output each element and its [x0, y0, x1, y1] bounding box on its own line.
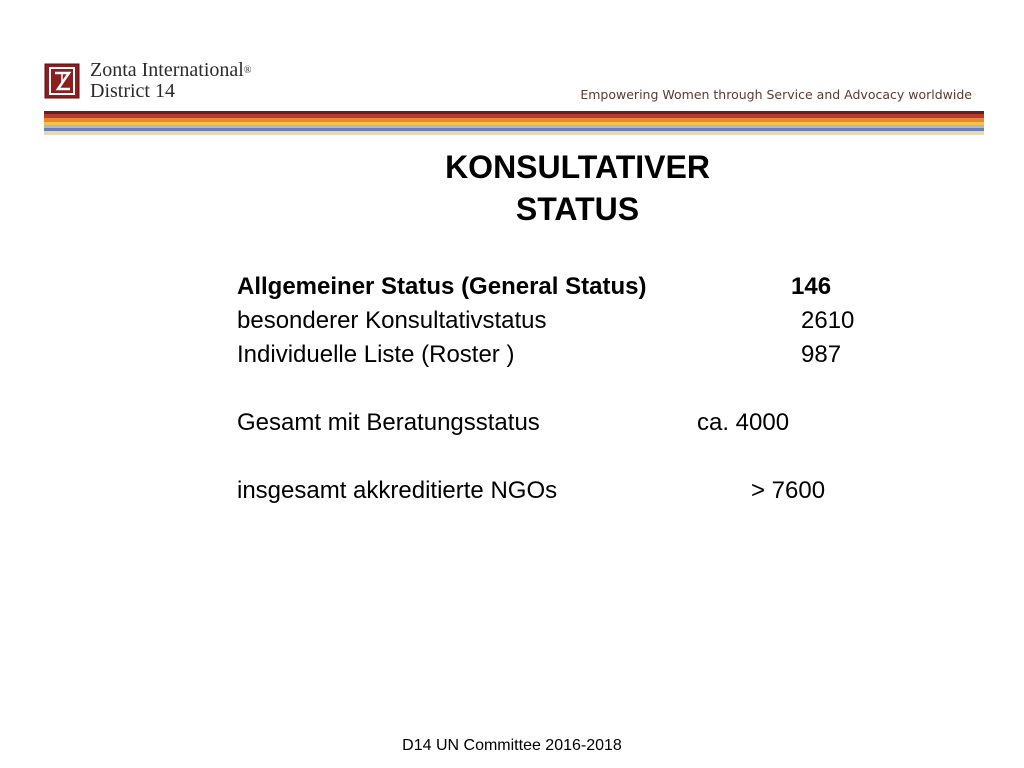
status-label: Gesamt mit Beratungsstatus	[237, 409, 540, 436]
tagline: Empowering Women through Service and Advocacy worldwide	[580, 87, 972, 102]
slide-footer: D14 UN Committee 2016-2018	[402, 737, 622, 754]
spacer	[237, 372, 937, 406]
slide-title-line1: KONSULTATIVER	[445, 149, 710, 185]
status-value: 2610	[801, 307, 855, 334]
status-list	[237, 270, 937, 508]
status-label: insgesamt akkreditierte NGOs	[237, 477, 558, 504]
org-name-line2: District 14	[90, 80, 175, 102]
registered-mark: ®	[243, 65, 252, 76]
zonta-logo-icon	[44, 63, 80, 99]
status-label: Allgemeiner Status (General Status)	[237, 273, 647, 300]
status-row-special	[237, 304, 937, 338]
stripe	[44, 131, 984, 135]
status-row-total-consultative	[237, 406, 937, 440]
status-row-roster	[237, 338, 937, 372]
status-value: > 7600	[751, 477, 826, 504]
status-value: 146	[791, 273, 832, 300]
spacer	[237, 440, 937, 474]
organization-name	[90, 60, 251, 102]
header-stripes	[44, 111, 984, 135]
status-value: ca. 4000	[697, 409, 790, 436]
org-name-line1: Zonta International	[90, 59, 244, 81]
status-label: besonderer Konsultativstatus	[237, 307, 547, 334]
status-value: 987	[801, 341, 842, 368]
status-row-general	[237, 270, 937, 304]
slide-title	[380, 146, 775, 230]
slide-title-line2: STATUS	[515, 191, 640, 227]
slide-header	[0, 0, 1024, 140]
status-label: Individuelle Liste (Roster )	[237, 341, 515, 368]
status-row-total-accredited	[237, 474, 937, 508]
